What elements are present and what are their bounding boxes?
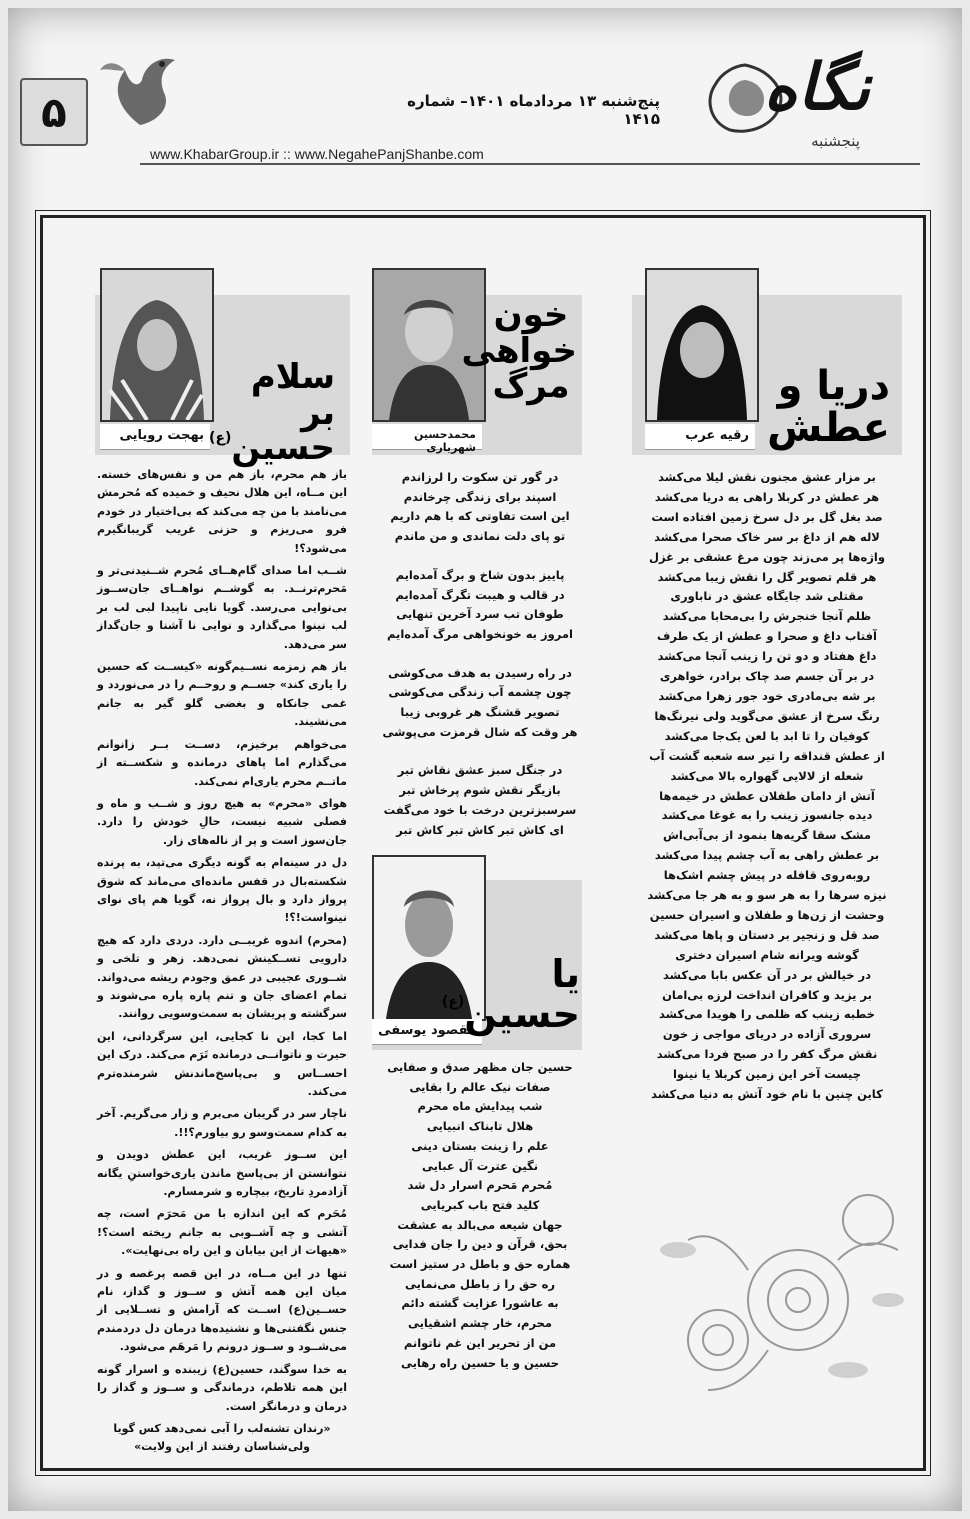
poem-line: در خیالش بر در آن عکس بابا می‌کشد bbox=[662, 967, 872, 982]
logo-subtitle: پنجشنبه bbox=[811, 132, 860, 150]
poem-line: امروز به خونخواهی مرگ آمده‌ایم bbox=[387, 626, 573, 641]
poem-line: نقش مرگ کفر را در صبح فردا می‌کشد bbox=[656, 1047, 878, 1062]
article-paragraph: ناچار سر در گریبان می‌برم و زار می‌گریم. آخر به کدام سمت‌وسو رو بیاورم؟!!. bbox=[97, 1107, 347, 1139]
poem-line: شب پیدایش ماه محرم bbox=[417, 1099, 543, 1114]
article-paragraph: هوای «محرم» به هیچ روز و شــب و ماه و فصلی شبیه نیست، حالِ خودش را دارد. جان‌سوز است و پر از ناله‌های زار. bbox=[97, 796, 347, 847]
article-paragraph: تنها در این مــاه، در این قصه پرغصه و در میان این همه آتش و ســوز و گداز، نام حســین(ع) اســت که آرامش و تســلایی از جنس نگفتنی‌ها و نشنیده‌ها درمان دل دردمندم می‌شــود و ســوز درونم را مَرهَم می‌شود. bbox=[97, 1266, 347, 1354]
poem-line: به عاشورا عزایت گشته دائم bbox=[401, 1296, 559, 1311]
headline-right: دریا و عطش bbox=[767, 363, 890, 451]
poem-line: ظلم آنجا خنجرش را بی‌محابا می‌کشد bbox=[662, 609, 872, 624]
article-paragraph: به خدا سوگند، حسین(ع) زیبنده و اسرار گونه این همه تلاطم، درماندگی و ســوز و گداز را درمان و درمانگر است. bbox=[97, 1362, 347, 1413]
poem-line: مشک سقا گریه‌ها بنمود از بی‌آبی‌اش bbox=[663, 828, 871, 843]
poem-line: هر قلم تصویر گل را نقش زیبا می‌کشد bbox=[657, 569, 877, 584]
poem-line: بر مزار عشق مجنون نقش لیلا می‌کشد bbox=[658, 470, 876, 484]
poem-line: در بر آن جسم صد چاک برادر، خواهری bbox=[659, 669, 875, 684]
article-paragraph: دل در سینه‌ام به گونه دیگری می‌تپد، به پرنده شکسته‌بال در قفس مانده‌ای می‌ماند که شوق پرواز دارد و بال پرواز نه، گویا هم پای نوای نینواست!؟! bbox=[97, 856, 347, 925]
author-name-left: بهجت رویایی bbox=[100, 424, 210, 450]
poem-line: بر یزید و کافران انداخت لرزه بی‌امان bbox=[662, 987, 872, 1002]
poem-line: مُحرم مَحرم اسرار دل شد bbox=[407, 1178, 553, 1193]
poem-line: سرسبزترین درخت با خود می‌گفت bbox=[383, 802, 577, 817]
poem-line: چیست آخر این زمین کربلا یا نینوا bbox=[672, 1067, 862, 1082]
poem-line: مقتلی شد جایگاه عشق در ناباوری bbox=[670, 589, 864, 604]
article-paragraph: باز هم زمزمه نســیم‌گونه «کیســت که حسین را یاری کند» جســم و روحــم را در می‌نوردد و غمی جانکاه و بغضی گلو گیر به جانم می‌نشیند. bbox=[97, 660, 347, 729]
poem-stanza bbox=[380, 664, 580, 743]
poem-line: رنگ سرخ از عشق می‌گوید ولی نیرنگ‌ها bbox=[654, 708, 880, 723]
poem-line: گوشه ویرانه شام اسیران دختری bbox=[675, 947, 859, 962]
poem-line: پاییز بدون شاخ و برگ آمده‌ایم bbox=[395, 567, 565, 582]
poem-line: اسپند برای زندگی چرخاندم bbox=[403, 489, 557, 504]
poem-line: حسین جان مظهر صدق و صفایی bbox=[387, 1060, 573, 1074]
poem-line: در راه رسیدن به هدف می‌کوشی bbox=[388, 665, 572, 680]
poem-line: هلال تابناک انبیایی bbox=[426, 1119, 534, 1134]
poem-middle-bottom bbox=[380, 1058, 580, 1373]
poem-line: بحق، قرآن و دین را جان فدایی bbox=[392, 1237, 568, 1252]
poem-line: آتش از دامان طفلان عطش در خیمه‌ها bbox=[659, 788, 875, 803]
poem-line: جهان شیعه می‌بالد به عشقت bbox=[397, 1217, 563, 1232]
author-name-middle-bottom: مقصود یوسفی bbox=[372, 1019, 482, 1045]
poem-line: ای کاش تبر کاش تبر کاش تبر bbox=[396, 822, 564, 837]
poem-line: وحشت از زن‌ها و طفلان و اسیران حسین bbox=[649, 907, 885, 922]
poem-stanza bbox=[380, 566, 580, 645]
poem-line: سروری آزاده در دریای مواجی ز خون bbox=[662, 1027, 872, 1042]
article-paragraph: مُحَرم که این اندازه با من مَحرَم است، چه آتشی و چه آشــوبی به جانم ریخته است؟! «هیهات از این بیابان و این راه بی‌نهایت». bbox=[97, 1207, 347, 1258]
article-paragraph: باز هم محرم، باز هم من و نفس‌های خسته. این مــاه، این هلال نحیف و خمیده که مُحرمش می‌نامند با من چه می‌کند که بی‌اختیار در خودم فرو می‌ریزم و حزنی غریب گریبانگیرم می‌شود؟! bbox=[97, 468, 347, 555]
poem-stanza bbox=[380, 468, 580, 547]
newspaper-logo bbox=[700, 50, 930, 160]
article-paragraph: «رندان تشنه‌لب را آبی نمی‌دهد کس گویا ولی‌شناسان رفتند از این ولایت» bbox=[113, 1421, 331, 1454]
article-paragraph: (محرم) اندوه غریبــی دارد. دردی دارد که هیچ دارویی تســکینش نمی‌دهد. زهر و تلخی و شــوری عجیبی در عمق وجودم ریشه می‌دواند. تمام اعضای جان و تنم پاره پاره می‌شوند و سرگشته و پریشان به سمت‌وسویی روانند. bbox=[97, 933, 347, 1021]
poem-line: تو پای دلت نماندی و من ماندم bbox=[394, 529, 566, 544]
article-paragraph: اما کجا، این نا کجایی، این سرگردانی، این حیرت و ناتوانــی درمانده تَرَم می‌کند. درک این احســاس و بی‌پاسخ‌ماندنش شرمنده‌ترم می‌کند. bbox=[97, 1029, 347, 1098]
poem-line: علم را زینت بستان دینی bbox=[411, 1138, 549, 1153]
phoenix-icon bbox=[90, 40, 190, 140]
poem-line: صد قل و زنجیر بر دستان و پاها می‌کشد bbox=[654, 927, 880, 942]
poem-line: صفات نیک عالم را بقایی bbox=[409, 1079, 551, 1094]
poem-line: در قالب و هیبت تگرگ آمده‌ایم bbox=[395, 587, 565, 602]
poem-line: بر شه بی‌مادری خود جور زهرا می‌کشد bbox=[658, 688, 876, 703]
poem-line: در گور تن سکوت را لرزاندم bbox=[401, 470, 559, 484]
poem-line: از عطش قنداقه را تیر سه شعبه گشت آب bbox=[649, 748, 885, 763]
poem-line: خطبه زینب که ظلمی را هویدا می‌کشد bbox=[659, 1007, 875, 1022]
poem-line: چون چشمه آب زندگی می‌کوشی bbox=[388, 685, 572, 700]
website-links: www.KhabarGroup.ir :: www.NegahePanjShanbe.com bbox=[150, 146, 484, 162]
poem-line: هماره حق و باطل در ستیز است bbox=[389, 1257, 571, 1272]
poem-line: بازیگر نقش شوم پرخاش تبر bbox=[399, 783, 561, 798]
poem-line: واژه‌ها پر می‌زند چون مرغ عشقی بر غزل bbox=[649, 549, 885, 564]
headline-middle-bottom: یا حسین$^{(ع)}$ bbox=[441, 952, 580, 1036]
article-paragraph: می‌خواهم برخیزم، دســت بــر زانوانم می‌گذارم اما پاهای درمانده و شکســته از ماتــم محرم یاری‌ام نمی‌کند. bbox=[97, 737, 347, 788]
header-divider bbox=[140, 163, 920, 165]
poem-line: دیده جانسوز زینب را به غوغا می‌کشد bbox=[661, 808, 873, 823]
headline-left: سلام بر حسین$^{(ع)}$ bbox=[209, 357, 335, 469]
article-paragraph: شــب اما صدای گام‌هــای مُحرم شــنیدنی‌تر و مَحرم‌ترنــد. به گوشــم نواهــای جان‌ســوز بی‌نوایی می‌رسد. گویا نایی ناپیدا لبی لب بر لب نینوا می‌گذارد و نوایی نا آشنا و جان‌گداز سر می‌دهد. bbox=[97, 564, 347, 651]
poem-line: تصویر قشنگ هر غروبی زیبا bbox=[400, 705, 560, 720]
poem-line: بر عطش راهی به آب چشم پیدا می‌کشد bbox=[654, 848, 880, 863]
poem-line: کاین چنین با نام خود آتش به دنیا می‌کشد bbox=[651, 1087, 883, 1102]
poem-line: کوفیان را تا ابد با لعن یک‌جا می‌کشد bbox=[664, 728, 870, 743]
poem-line: روبه‌روی قافله در پیش چشم اشک‌ها bbox=[663, 868, 871, 883]
author-name-middle-top: محمدحسین شهریاری bbox=[372, 424, 482, 450]
poem-line: ره حق را ز باطل می‌نمایی bbox=[404, 1276, 556, 1291]
article-paragraph: این ســوز غریب، این عطش دویدن و نتوانستن از بی‌پاسخ ماندن یاری‌خواستنِ یگانه آزادمردِ تاریخ، بیچاره و شرمسارم. bbox=[97, 1148, 347, 1199]
poem-stanza bbox=[380, 761, 580, 840]
page-number: ۵ bbox=[20, 78, 88, 146]
poem-line: کلید فتح باب کبریایی bbox=[420, 1197, 540, 1212]
author-photo-left bbox=[100, 268, 214, 422]
poem-right bbox=[632, 468, 902, 1105]
poem-line: صد بغل گل بر دل سرخ زمین افتاده است bbox=[651, 509, 883, 524]
poem-line: این است تفاوتی که با هم داریم bbox=[390, 509, 570, 524]
portrait-icon bbox=[647, 270, 757, 420]
poem-line: آفتاب داغ و صحرا و عطش از یک طرف bbox=[657, 629, 877, 644]
poem-line: شعله از لالایی گهواره بالا می‌کشد bbox=[670, 768, 864, 783]
poem-middle-top bbox=[380, 468, 580, 860]
issue-date-number: پنج‌شنبه ۱۳ مردادماه ۱۴۰۱– شماره ۱۴۱۵ bbox=[407, 92, 660, 128]
poem-line: داغ هفتاد و دو تن را زینب آنجا می‌کشد bbox=[657, 649, 877, 664]
logo-title: نگاه bbox=[763, 50, 870, 125]
portrait-icon bbox=[102, 270, 212, 420]
author-name-right: رقیه عرب bbox=[645, 424, 755, 450]
poem-line: در جنگل سبز عشق نقاش تبر bbox=[397, 763, 563, 778]
poem-line: لاله هم از داغ بر سر خاک صحرا می‌کشد bbox=[654, 529, 880, 544]
flower-illustration-icon bbox=[648, 1150, 908, 1400]
poem-line: محرم، خار چشم اشقیایی bbox=[407, 1316, 553, 1331]
poem-line: طوفان تب سرد آخرین تنهایی bbox=[396, 607, 564, 622]
poem-line: نگین عترت آل عبایی bbox=[421, 1158, 539, 1173]
poem-line: حسین و یا حسین راه رهایی bbox=[400, 1355, 560, 1370]
article-body-left bbox=[97, 466, 347, 1461]
poem-line: هر وقت که شال قرمزت می‌پوشی bbox=[382, 724, 578, 739]
poem-line: هر عطش در کربلا راهی به دریا می‌کشد bbox=[654, 489, 880, 504]
author-photo-right bbox=[645, 268, 759, 422]
headline-middle-top: خون خواهی مرگ bbox=[461, 295, 577, 407]
poem-line: نیزه سرها را به هر سو و به هر جا می‌کشد bbox=[647, 888, 887, 903]
poem-line: من از تحریر این غم ناتوانم bbox=[403, 1335, 557, 1350]
